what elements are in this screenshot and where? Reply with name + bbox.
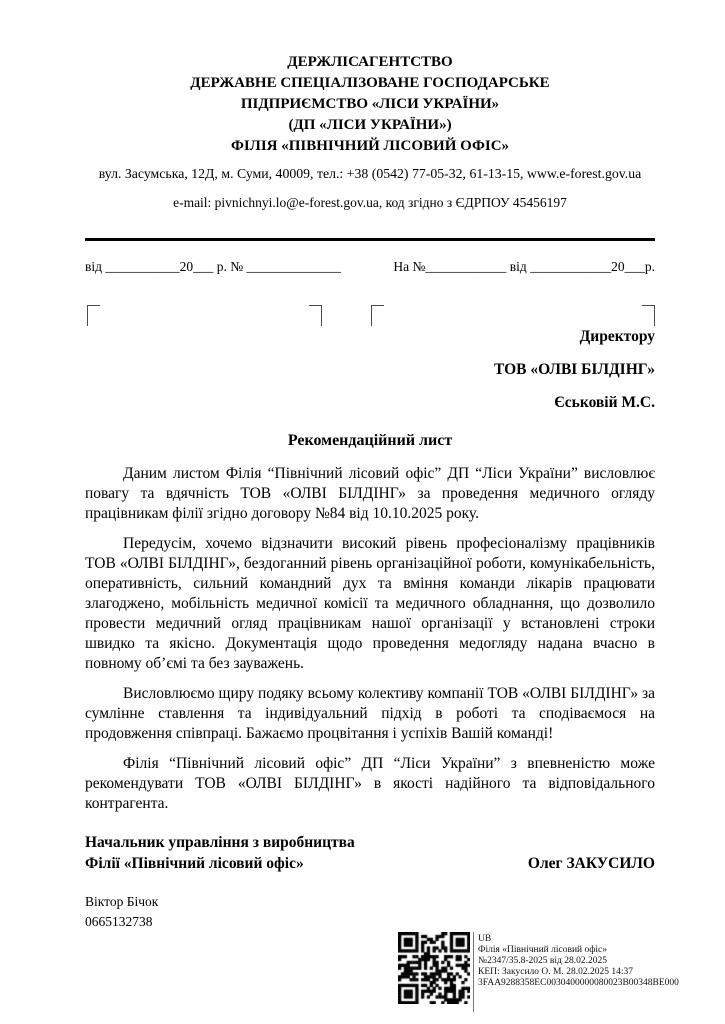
enterprise-name-line2: ПІДПРИЄМСТВО «ЛІСИ УКРАЇНИ» bbox=[240, 96, 500, 112]
stamp-kep-info: КЕП: Закусило О. М. 28.02.2025 14:37 bbox=[478, 967, 633, 977]
reference-number-row bbox=[85, 259, 655, 275]
recipient-block bbox=[85, 327, 655, 413]
executor-name: Віктор Бічок bbox=[85, 894, 159, 909]
recipient-title: Директору bbox=[579, 328, 655, 345]
letterhead bbox=[85, 52, 655, 212]
executor-contact bbox=[85, 892, 655, 932]
signature-block bbox=[85, 832, 655, 874]
recipient-person: Єськовій М.С. bbox=[554, 394, 655, 411]
recipient-company: ТОВ «ОЛВІ БІЛДІНГ» bbox=[493, 361, 655, 378]
stamp-hash: 3FAA9288358EC0030400000080023B00348BE000 bbox=[478, 978, 679, 988]
document-title: Рекомендаційний лист bbox=[287, 432, 453, 449]
stamp-org-abbr: UB bbox=[478, 934, 492, 944]
divider-line bbox=[85, 238, 655, 241]
enterprise-name-line1: ДЕРЖАВНЕ СПЕЦІАЛІЗОВАНЕ ГОСПОДАРСЬКЕ bbox=[190, 75, 550, 91]
email-line: e-mail: pivnichnyi.lo@e-forest.gov.ua, код згідно з ЄДРПОУ 45456197 bbox=[173, 195, 567, 210]
body-paragraph-3: Висловлюємо щиру подяку всьому колективу компанії ТОВ «ОЛВІ БІЛДІНГ» за сумлінне ставлення та індивідуальний підхід в роботі та сподіваємося на продовження співпраці. Бажаємо процвітання і успіхів Вашій команді! bbox=[85, 685, 655, 742]
branch-name: ФІЛІЯ «ПІВНІЧНИЙ ЛІСОВИЙ ОФІС» bbox=[230, 138, 510, 154]
agency-name: ДЕРЖЛІСАГЕНТСТВО bbox=[287, 54, 453, 70]
body-paragraph-2: Передусім, хочемо відзначити високий рівень професіоналізму працівників ТОВ «ОЛВІ БІЛДІНГ», бездоганний рівень організаційної роботи, комунікабельність, оперативність, сильний командний дух та вміння команди лікарів працювати злагоджено, мобільність медичної комісії та медичного обладнання, що дозволило провести медичний огляд працівникам нашої організації у встановлені строки швидко та якісно. Документація щодо проведення медогляду надана вчасно в повному об’ємі та без зауважень. bbox=[85, 535, 655, 672]
signer-position-line2: Філії «Північний лісовий офіс» bbox=[85, 855, 304, 872]
corner-mark-top-left-2 bbox=[371, 305, 384, 326]
address-zone-marks bbox=[85, 305, 655, 327]
incoming-ref-blank: На №____________ від ____________20___р. bbox=[393, 259, 655, 274]
corner-mark-top-right-2 bbox=[642, 305, 655, 326]
stamp-divider-line bbox=[473, 932, 474, 1012]
signer-position-line1: Начальник управління з виробництва bbox=[85, 834, 355, 851]
body-paragraph-4: Філія “Північний лісовий офіс” ДП “Ліси України” з впевненістю може рекомендувати ТОВ «ОЛВІ БІЛДІНГ» в якості надійного та відповідального контрагента. bbox=[85, 755, 655, 812]
stamp-doc-number: №2347/35.8-2025 від 28.02.2025 bbox=[478, 956, 607, 966]
outgoing-ref-blank: від ___________20___ р. № ______________ bbox=[85, 259, 341, 274]
stamp-org-name: Філія «Північний лісовий офіс» bbox=[478, 945, 608, 955]
postal-address-line: вул. Засумська, 12Д, м. Суми, 40009, тел.: +38 (0542) 77-05-32, 61-13-15, www.e-forest.gov.ua bbox=[98, 166, 642, 181]
corner-mark-top-left-1 bbox=[87, 305, 100, 326]
enterprise-abbreviation: (ДП «ЛІСИ УКРАЇНИ») bbox=[288, 117, 452, 133]
qr-code bbox=[398, 932, 470, 1004]
digital-signature-stamp bbox=[398, 932, 679, 1012]
signer-name: Олег ЗАКУСИЛО bbox=[527, 855, 655, 872]
corner-mark-top-right-1 bbox=[309, 305, 322, 326]
stamp-text-block bbox=[478, 932, 679, 989]
executor-phone: 0665132738 bbox=[85, 914, 153, 929]
body-paragraph-1: Даним листом Філія “Північний лісовий офіс” ДП “Ліси України” висловлює повагу та вдячність ТОВ «ОЛВІ БІЛДІНГ» за проведення медичного огляду працівникам філії згідно договору №84 від 10.10.2025 року. bbox=[85, 465, 655, 522]
